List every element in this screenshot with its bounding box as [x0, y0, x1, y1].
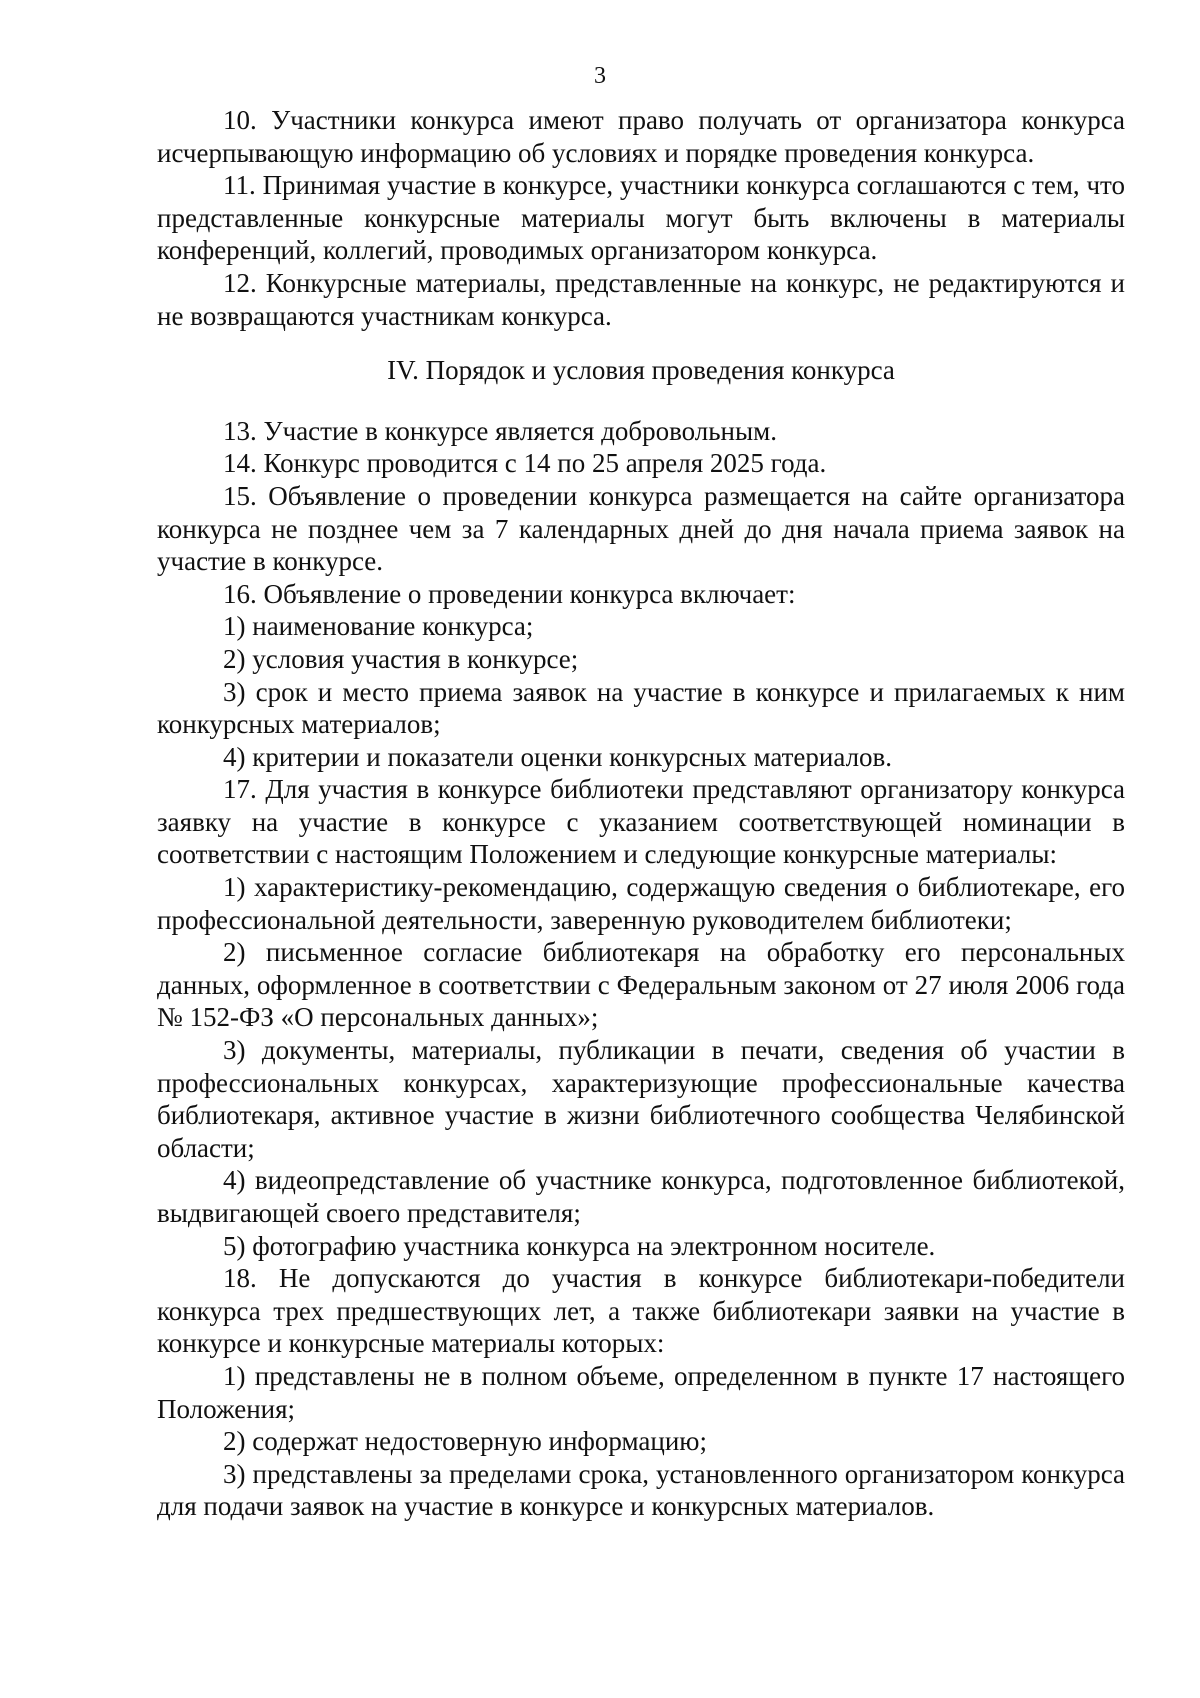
- list-item-18-3: 3) представлены за пределами срока, установленного организатором конкурса для подачи заявок на участие в конкурсе и конкурсных материалов.: [157, 1458, 1125, 1522]
- list-item-16-2: 2) условия участия в конкурсе;: [223, 643, 579, 674]
- list-item-16-4: 4) критерии и показатели оценки конкурсных материалов.: [223, 741, 893, 772]
- document-body: [157, 104, 1125, 1523]
- paragraph-10: 10. Участники конкурса имеют право получать от организатора конкурса исчерпывающую информацию об условиях и порядке проведения конкурса.: [157, 105, 1125, 168]
- section-heading: IV. Порядок и условия проведения конкурса: [387, 355, 895, 386]
- paragraph-16: 16. Объявление о проведении конкурса включает:: [223, 578, 796, 609]
- page-number: 3: [594, 63, 606, 89]
- list-item-18-2: 2) содержат недостоверную информацию;: [223, 1426, 707, 1457]
- list-item-17-4: 4) видеопредставление об участнике конкурса, подготовленное библиотекой, выдвигающей своего представителя;: [157, 1165, 1125, 1228]
- list-item-17-5: 5) фотографию участника конкурса на электронном носителе.: [223, 1230, 936, 1261]
- paragraph-15: 15. Объявление о проведении конкурса размещается на сайте организатора конкурса не позднее чем за 7 календарных дней до дня начала приема заявок на участие в конкурсе.: [157, 480, 1125, 577]
- list-item-16-1: 1) наименование конкурса;: [223, 611, 534, 642]
- paragraph-17: 17. Для участия в конкурсе библиотеки представляют организатору конкурса заявку на участие в конкурсе с указанием соответствующей номинации в соответствии с настоящим Положением и следующие конкурсные материалы:: [157, 774, 1125, 870]
- list-item-18-1: 1) представлены не в полном объеме, определенном в пункте 17 настоящего Положения;: [157, 1360, 1125, 1424]
- list-item-17-2: 2) письменное согласие библиотекаря на обработку его персональных данных, оформленное в соответствии с Федеральным законом от 27 июля 2006 года № 152-ФЗ «О персональных данных»;: [157, 937, 1125, 1033]
- paragraph-18: 18. Не допускаются до участия в конкурсе библиотекари-победители конкурса трех предшествующих лет, а также библиотекари заявки на участие в конкурсе и конкурсные материалы которых:: [157, 1263, 1125, 1359]
- list-item-17-1: 1) характеристику-рекомендацию, содержащую сведения о библиотекаре, его профессиональной деятельности, заверенную руководителем библиотеки;: [157, 872, 1125, 935]
- paragraph-14: 14. Конкурс проводится с 14 по 25 апреля 2025 года.: [223, 448, 827, 479]
- paragraph-13: 13. Участие в конкурсе является добровольным.: [223, 415, 777, 446]
- list-item-17-3: 3) документы, материалы, публикации в печати, сведения об участии в профессиональных конкурсах, характеризующие профессиональные качества библиотекаря, активное участие в жизни библиотечного сообщества Челябинской области;: [157, 1035, 1125, 1163]
- paragraph-11: 11. Принимая участие в конкурсе, участники конкурса соглашаются с тем, что представленные конкурсные материалы могут быть включены в материалы конференций, коллегий, проводимых организатором конкурса.: [157, 170, 1125, 266]
- list-item-16-3: 3) срок и место приема заявок на участие в конкурсе и прилагаемых к ним конкурсных материалов;: [157, 676, 1125, 740]
- paragraph-12: 12. Конкурсные материалы, представленные на конкурс, не редактируются и не возвращаются участникам конкурса.: [157, 267, 1125, 331]
